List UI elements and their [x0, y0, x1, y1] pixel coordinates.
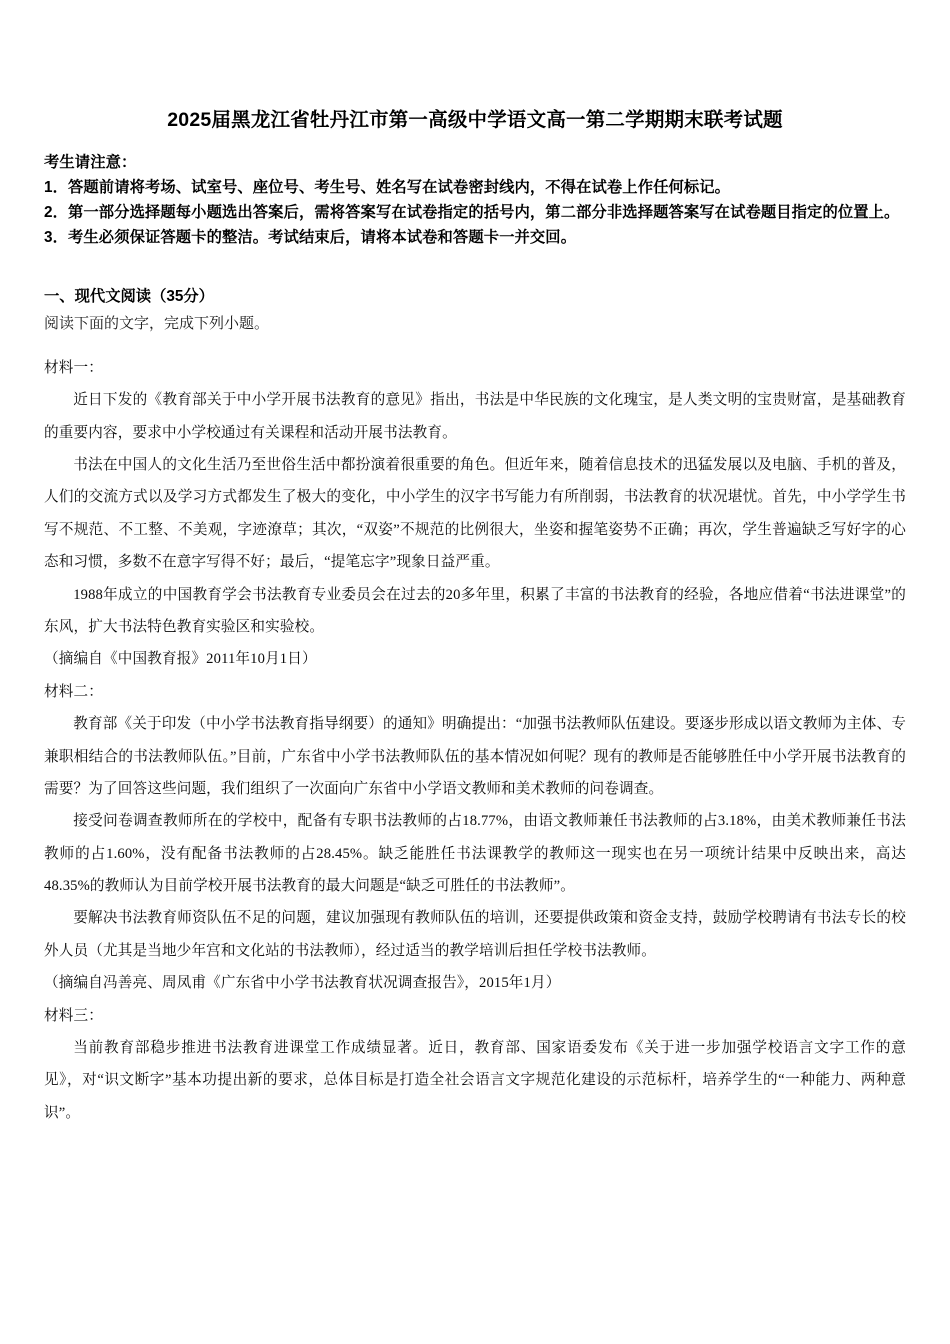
- material-label: 材料三：: [44, 1007, 103, 1024]
- material-two: [44, 676, 906, 1000]
- material-paragraph: 当前教育部稳步推进书法教育进课堂工作成绩显著。近日，教育部、国家语委发布《关于进一步加强学校语言文字工作的意见》，对“识文断字”基本功提出新的要求，总体目标是打造全社会语言文字规范化建设的示范标杆，培养学生的“一种能力、两种意识”。: [44, 1040, 906, 1121]
- notice-item-1: 1．答题前请将考场、试室号、座位号、考生号、姓名写在试卷密封线内，不得在试卷上作任何标记。: [44, 179, 731, 197]
- notice-item-3: 3．考生必须保证答题卡的整洁。考试结束后，请将本试卷和答题卡一并交回。: [44, 228, 577, 246]
- material-citation: （摘编自《中国教育报》2011年10月1日）: [44, 651, 317, 668]
- section-instruction: 阅读下面的文字，完成下列小题。: [44, 316, 270, 333]
- material-paragraph: 接受问卷调查教师所在的学校中，配备有专职书法教师的占18.77%，由语文教师兼任书法教师的占3.18%，由美术教师兼任书法教师的占1.60%，没有配备书法教师的占28.45%。缺乏能胜任书法课教学的教师这一现实也在另一项统计结果中反映出来，高达48.35%的教师认为目前学校开展书法教育的最大问题是“缺乏可胜任的书法教师”。: [44, 813, 906, 895]
- page-title: 2025届黑龙江省牡丹江市第一高级中学语文高一第二学期期末联考试题: [167, 109, 783, 131]
- material-paragraph: 1988年成立的中国教育学会书法教育专业委员会在过去的20多年里，积累了丰富的书法教育的经验，各地应借着“书法进课堂”的东风，扩大书法特色教育实验区和实验校。: [44, 586, 906, 635]
- material-paragraph: 教育部《关于印发（中小学书法教育指导纲要）的通知》明确提出：“加强书法教师队伍建设。要逐步形成以语文教师为主体、专兼职相结合的书法教师队伍。”目前，广东省中小学书法教师队伍的基本情况如何呢？现有的教师是否能够胜任中小学开展书法教育的需要？为了回答这些问题，我们组织了一次面向广东省中小学语文教师和美术教师的问卷调查。: [44, 716, 906, 797]
- candidate-notice-block: [44, 151, 906, 250]
- material-paragraph: 近日下发的《教育部关于中小学开展书法教育的意见》指出，书法是中华民族的文化瑰宝，是人类文明的宝贵财富，是基础教育的重要内容，要求中小学校通过有关课程和活动开展书法教育。: [44, 392, 906, 441]
- material-three: [44, 1000, 906, 1130]
- section-heading-modern-reading: 一、现代文阅读（35分）: [44, 288, 214, 306]
- material-label: 材料一：: [44, 359, 103, 376]
- material-one: [44, 352, 906, 676]
- material-label: 材料二：: [44, 683, 103, 700]
- notice-item-2: 2．第一部分选择题每小题选出答案后，需将答案写在试卷指定的括号内，第二部分非选择题答案写在试卷题目指定的位置上。: [44, 203, 900, 221]
- reading-passages: [44, 338, 906, 1129]
- notice-heading: 考生请注意：: [44, 154, 137, 172]
- material-citation: （摘编自冯善亮、周凤甫《广东省中小学书法教育状况调查报告》，2015年1月）: [44, 975, 561, 992]
- material-paragraph: 书法在中国人的文化生活乃至世俗生活中都扮演着很重要的角色。但近年来，随着信息技术的迅猛发展以及电脑、手机的普及，人们的交流方式以及学习方式都发生了极大的变化，中小学生的汉字书写能力有所削弱，书法教育的状况堪忧。首先，中小学学生书写不规范、不工整、不美观，字迹潦草；其次，“双姿”不规范的比例很大，坐姿和握笔姿势不正确；再次，学生普遍缺乏写好字的心态和习惯，多数不在意字写得不好；最后，“提笔忘字”现象日益严重。: [44, 456, 906, 571]
- material-paragraph: 要解决书法教育师资队伍不足的问题，建议加强现有教师队伍的培训，还要提供政策和资金支持，鼓励学校聘请有书法专长的校外人员（尤其是当地少年宫和文化站的书法教师），经过适当的教学培训后担任学校书法教师。: [44, 910, 906, 959]
